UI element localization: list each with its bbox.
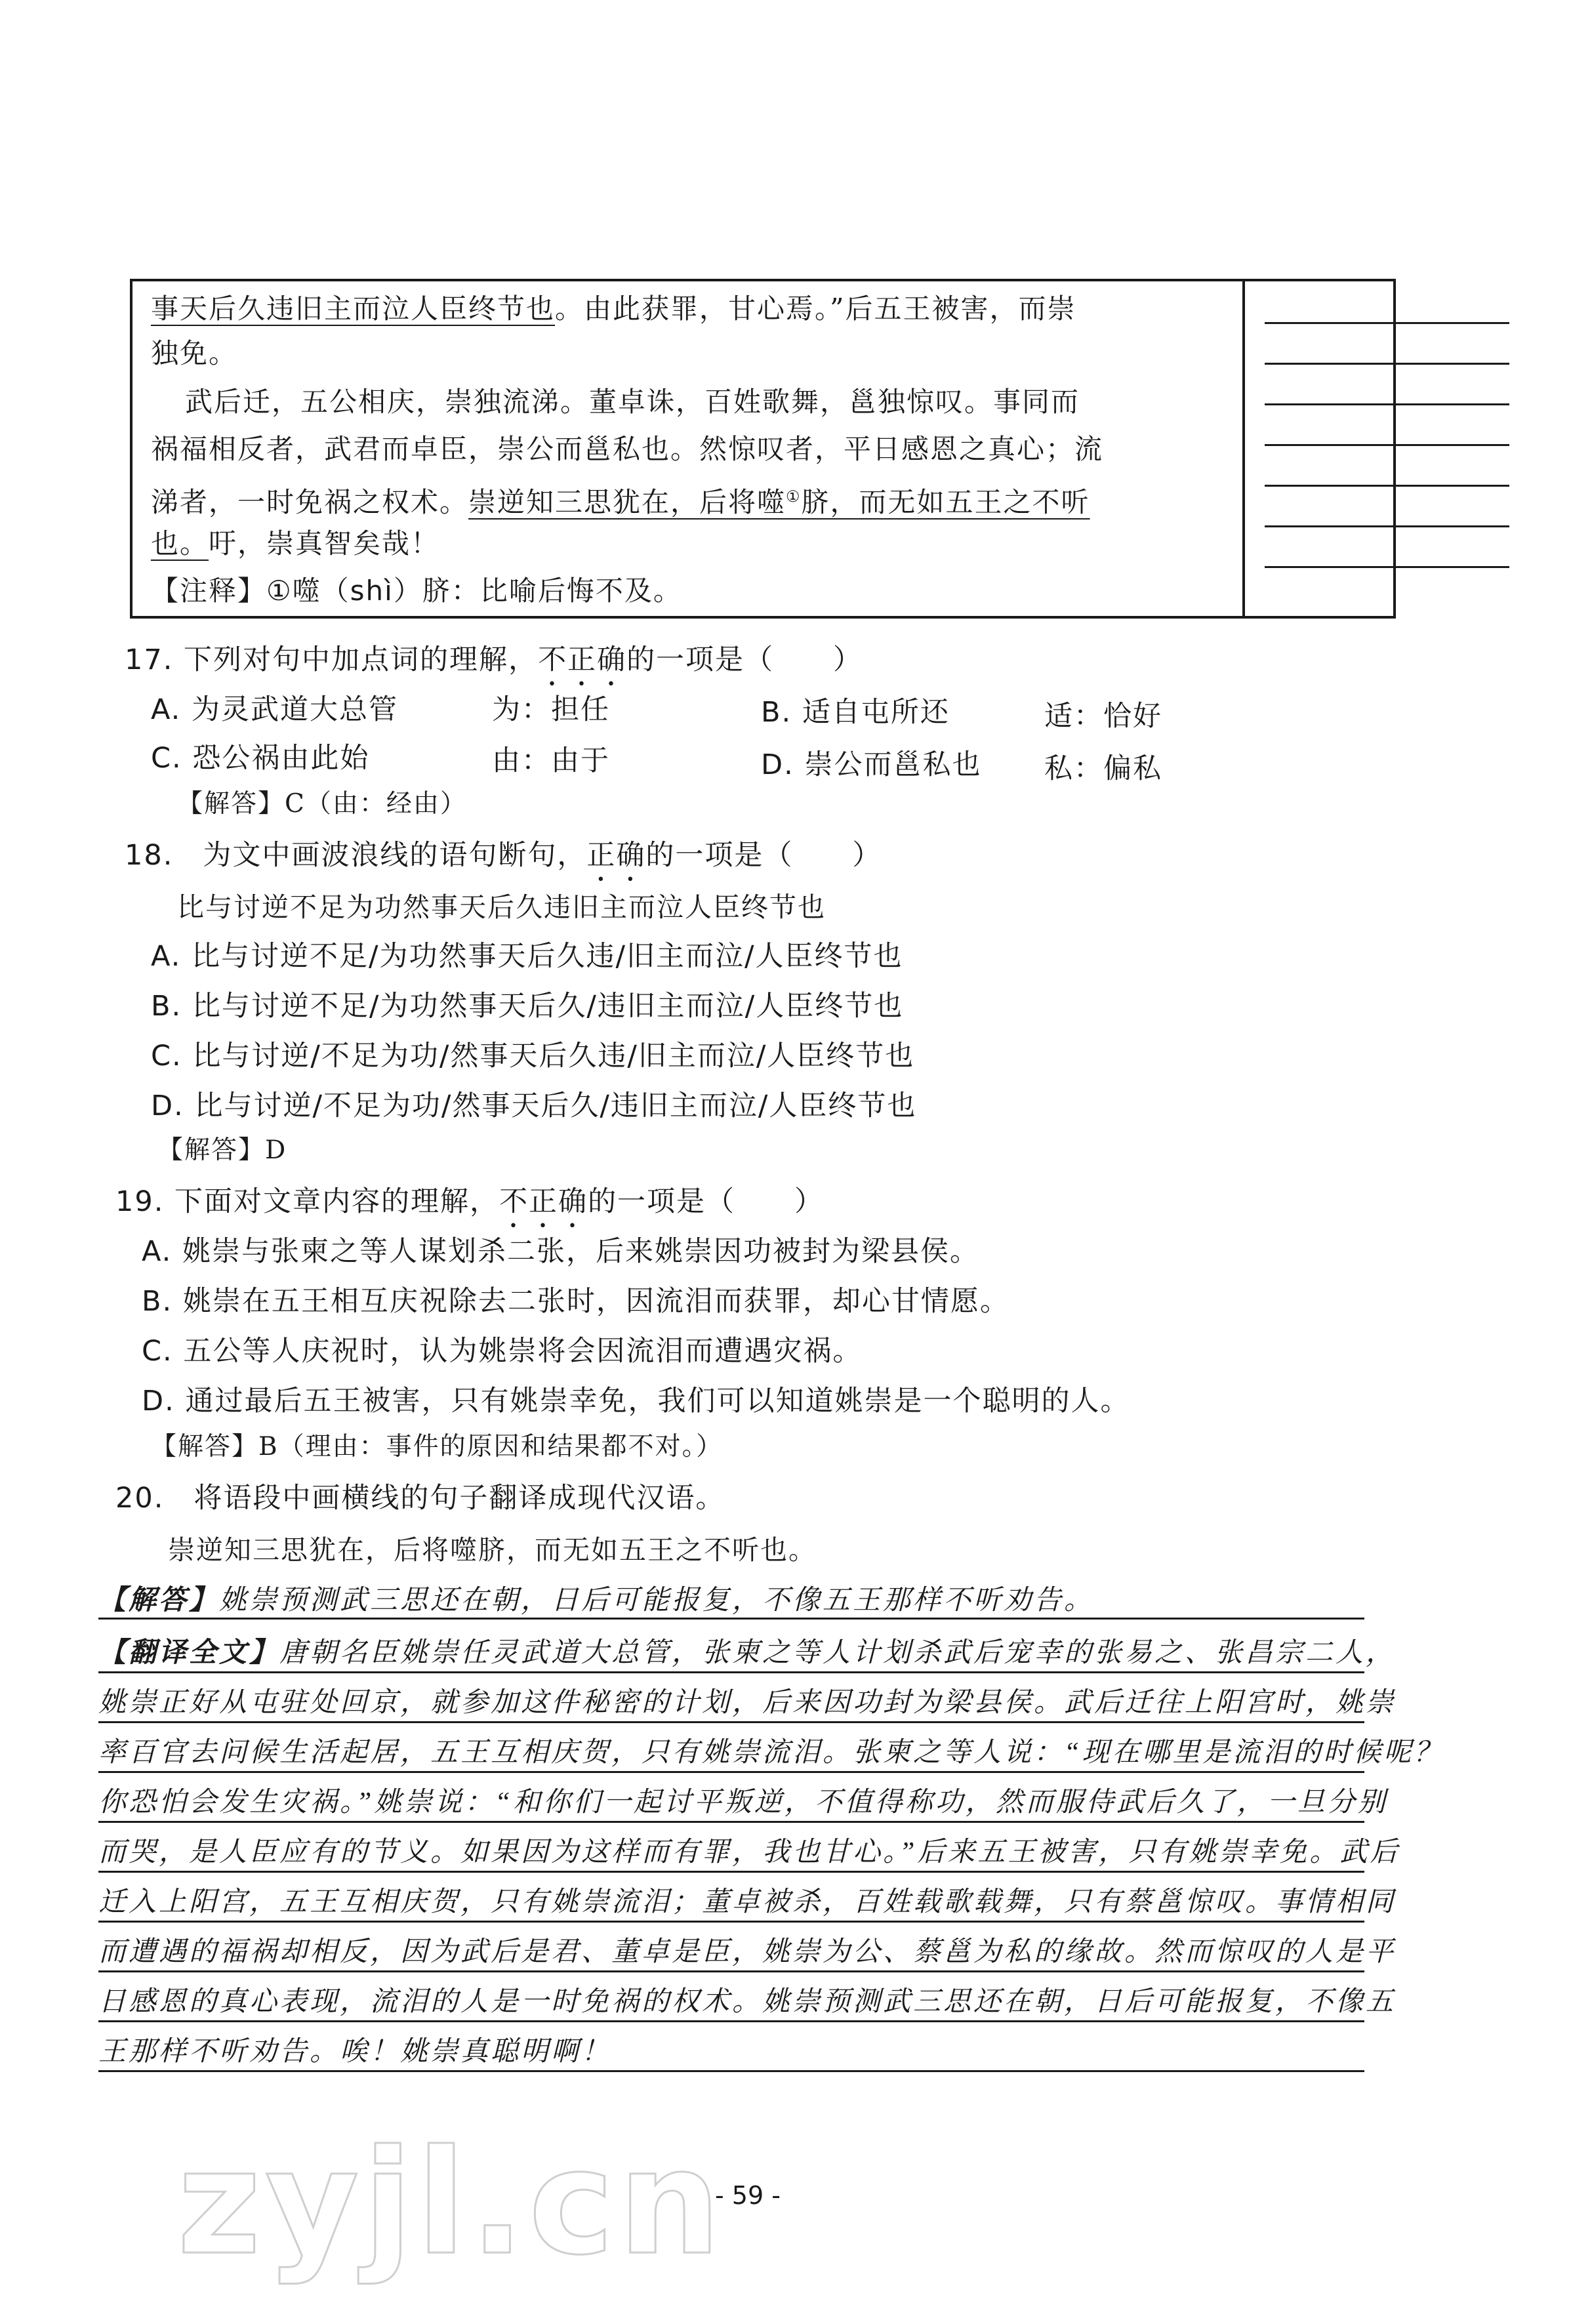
translation-line-1: [98, 1631, 1396, 1670]
question-19-stem: [115, 1179, 824, 1234]
q17-option-d-gloss: 私：偏私: [1044, 752, 1162, 785]
q17-option-c-gloss: 由：由于: [492, 744, 610, 777]
rule-line: [98, 1771, 1364, 1773]
q19-option-d: D. 通过最后五王被害，只有姚崇幸免，我们可以知道姚崇是一个聪明的人。: [142, 1385, 1130, 1417]
passage-text: 。由此获罪，甘心焉。”后五王被害，而崇: [555, 293, 1076, 325]
passage-line-1: [151, 287, 1227, 331]
rule-line: [98, 1970, 1364, 1972]
stem-text: 19. 下面对文章内容的理解，: [115, 1185, 500, 1218]
q17-option-a: A. 为灵武道大总管: [151, 693, 398, 726]
translation-text: 唐朝名臣姚崇任灵武道大总管，张柬之等人计划杀武后宠幸的张易之、张昌宗二人，: [279, 1638, 1397, 1668]
passage-line-3: 武后迁，五公相庆，崇独流涕。董卓诛，百姓歌舞，邕独惊叹。事同而: [185, 386, 1080, 418]
translation-line-5: 而哭，是人臣应有的节义。如果因为这样而有罪，我也甘心。”后来五王被害，只有姚崇幸免。武后: [98, 1837, 1400, 1867]
q19-option-b: B. 姚崇在五王相互庆祝除去二张时，因流泪而获罪，却心甘情愿。: [142, 1285, 1010, 1318]
rule-line: [98, 1871, 1364, 1873]
passage-line-6: [151, 521, 1227, 566]
underlined-text: 崇逆知三思犹在，后将噬: [468, 486, 786, 518]
answer-label: 【解答】: [98, 1585, 220, 1616]
stem-text: 的一项是（ ）: [588, 1185, 825, 1218]
question-20-stem: 20. 将语段中画横线的句子翻译成现代汉语。: [115, 1482, 725, 1515]
passage-text: 吁，崇真智矣哉！: [209, 527, 440, 560]
q19-option-a: A. 姚崇与张柬之等人谋划杀二张，后来姚崇因功被封为梁县侯。: [142, 1235, 979, 1268]
q17-option-d: D. 崇公而邕私也: [761, 748, 982, 781]
passage-line-4: 祸福相反者，武君而卓臣，崇公而邕私也。然惊叹者，平日感恩之真心；流: [151, 433, 1104, 465]
q18-option-d: D. 比与讨逆/不足为功/然事天后久/违旧主而泣/人臣终节也: [151, 1090, 917, 1122]
rule-line: [98, 2020, 1364, 2022]
emphasis-text: 正确: [586, 839, 646, 872]
translation-line-8: 日感恩的真心表现，流泪的人是一时免祸的权术。姚崇预测武三思还在朝，日后可能报复，不像五: [98, 1987, 1397, 2017]
stem-text: 的一项是（ ）: [626, 643, 863, 676]
answer-line: [1265, 485, 1509, 487]
footnote-marker: ①: [786, 487, 802, 506]
rule-line: [98, 2070, 1364, 2072]
underlined-phrase: 事天后久违旧主而泣人臣终节也: [151, 293, 556, 325]
rule-line: [98, 1618, 1364, 1620]
answer-line: [1265, 403, 1509, 405]
translation-line-2: 姚崇正好从屯驻处回京，就参加这件秘密的计划，后来因功封为梁县侯。武后迁往上阳宫时，姚崇: [98, 1688, 1397, 1718]
answer-line: [1265, 525, 1509, 527]
translation-line-3: 率百官去问候生活起居，五王互相庆贺，只有姚崇流泪。张柬之等人说：“现在哪里是流泪的时候呢？: [98, 1738, 1444, 1768]
translation-label: 【翻译全文】: [98, 1638, 280, 1668]
passage-line-2: 独免。: [151, 337, 238, 369]
answer-text: 姚崇预测武三思还在朝，日后可能报复，不像五王那样不听劝告。: [219, 1585, 1095, 1616]
passage-line-5: [151, 474, 1227, 525]
box-divider: [1242, 281, 1245, 616]
emphasis-text: 不正确: [499, 1185, 588, 1218]
q20-sentence: 崇逆知三思犹在，后将噬脐，而无如五王之不听也。: [168, 1534, 817, 1566]
passage-box: [130, 279, 1396, 619]
q18-option-a: A. 比与讨逆不足/为功然事天后久违/旧主而泣/人臣终节也: [151, 940, 903, 973]
translation-line-4: 你恐怕会发生灾祸。”姚崇说：“和你们一起讨平叛逆，不值得称功，然而服侍武后久了，一旦分别: [98, 1787, 1388, 1818]
stem-text: 的一项是（ ）: [645, 839, 882, 872]
q17-option-b-gloss: 适：恰好: [1044, 700, 1162, 733]
rule-line: [98, 1821, 1364, 1823]
translation-line-7: 而遭遇的福祸却相反，因为武后是君、董卓是臣，姚崇为公、蔡邕为私的缘故。然而惊叹的人是平: [98, 1937, 1397, 1967]
answer-line: [1265, 363, 1509, 365]
answer-line: [1265, 444, 1509, 446]
q17-option-b: B. 适自屯所还: [761, 696, 950, 729]
answer-line: [1265, 566, 1509, 568]
q17-option-c: C. 恐公祸由此始: [151, 742, 370, 775]
question-17-stem: [125, 638, 863, 693]
underlined-phrase: [468, 486, 1090, 518]
q20-answer: [98, 1578, 1094, 1618]
question-18-stem: [125, 833, 882, 888]
watermark-logo: zyjl.cn: [177, 2119, 725, 2287]
q18-option-b: B. 比与讨逆不足/为功然事天后久/违旧主而泣/人臣终节也: [151, 990, 904, 1023]
q19-option-c: C. 五公等人庆祝时，认为姚崇将会因流泪而遭遇灾祸。: [142, 1335, 863, 1368]
q19-answer: 【解答】B（理由：事件的原因和结果都不对。）: [151, 1432, 724, 1461]
underlined-phrase: 也。: [151, 527, 209, 560]
stem-text: 17. 下列对句中加点词的理解，: [125, 643, 539, 676]
rule-line: [98, 1921, 1364, 1923]
q18-sentence: 比与讨逆不足为功然事天后久违旧主而泣人臣终节也: [177, 891, 826, 923]
emphasis-text: 不正确: [538, 643, 627, 676]
translation-line-6: 迁入上阳宫，五王互相庆贺，只有姚崇流泪；董卓被杀，百姓载歌载舞，只有蔡邕惊叹。事情相同: [98, 1887, 1397, 1917]
answer-line: [1265, 322, 1509, 324]
q18-answer: 【解答】D: [157, 1135, 287, 1165]
page-number: - 59 -: [715, 2181, 781, 2210]
stem-text: 18. 为文中画波浪线的语句断句，: [125, 839, 587, 872]
translation-line-9: 王那样不听劝告。唉！姚崇真聪明啊！: [98, 2037, 612, 2067]
q17-option-a-gloss: 为：担任: [492, 693, 610, 726]
passage-note: 【注释】①噬（shì）脐：比喻后悔不及。: [151, 575, 682, 607]
q17-answer: 【解答】C（由：经由）: [177, 789, 467, 819]
rule-line: [98, 1721, 1364, 1723]
q18-option-c: C. 比与讨逆/不足为功/然事天后久违/旧主而泣/人臣终节也: [151, 1040, 915, 1072]
rule-line: [98, 1671, 1364, 1673]
underlined-text: 脐，而无如五王之不听: [801, 486, 1090, 518]
passage-text: 涕者，一时免祸之权术。: [151, 486, 469, 518]
